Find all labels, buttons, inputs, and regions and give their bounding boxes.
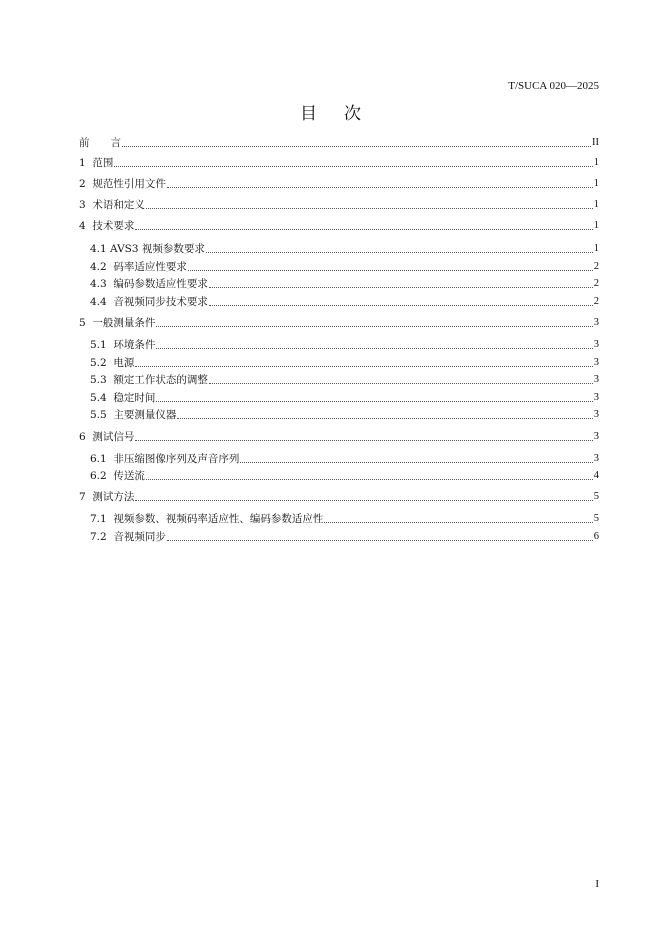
toc-entry-page: 3 [593, 453, 599, 464]
toc-leader-dots [114, 165, 592, 167]
toc-leader-dots [156, 347, 592, 349]
page-number: I [595, 878, 599, 890]
toc-leader-dots [209, 382, 593, 384]
toc-leader-dots [122, 145, 591, 147]
toc-entry-label: 2 规范性引用文件 [79, 178, 166, 190]
toc-entry-label: 7.1 视频参数、视频码率适应性、编码参数适应性 [90, 513, 324, 525]
toc-leader-dots [177, 417, 592, 419]
toc-entry-page: 1 [593, 157, 599, 168]
toc-entry-page: 3 [593, 431, 599, 442]
toc-entry-page: 3 [593, 392, 599, 403]
toc-entry-page: 3 [593, 374, 599, 385]
toc-entry[interactable] [79, 430, 599, 444]
toc-entry-page: 6 [593, 531, 599, 542]
toc-entry-label: 前 言 [79, 137, 121, 149]
toc-leader-dots [156, 325, 592, 327]
toc-entry-page: 1 [593, 220, 599, 231]
toc-entry-page: 3 [593, 339, 599, 350]
toc-entry-label: 6.1 非压缩图像序列及声音序列 [90, 453, 240, 465]
toc-entry-page: 1 [593, 199, 599, 210]
toc-leader-dots [135, 499, 592, 501]
toc-entry-page: 5 [593, 491, 599, 502]
toc-entry-label: 5.1 环境条件 [90, 339, 156, 351]
toc-entry-label: 4.2 码率适应性要求 [90, 261, 187, 273]
toc-entry[interactable] [79, 316, 599, 330]
toc-entry[interactable] [79, 219, 599, 233]
toc-entry[interactable] [90, 356, 599, 370]
toc-leader-dots [167, 539, 593, 541]
toc-entry-page: 2 [593, 296, 599, 307]
toc-leader-dots [209, 304, 593, 306]
toc-entry-page: 2 [593, 278, 599, 289]
toc-entry-label: 5 一般测量条件 [79, 317, 156, 329]
toc-leader-dots [240, 461, 592, 463]
toc-leader-dots [135, 228, 592, 230]
toc-entry-label: 4.1 AVS3 视频参数要求 [90, 243, 205, 255]
toc-entry[interactable] [90, 277, 599, 291]
document-code: T/SUCA 020—2025 [508, 80, 599, 92]
toc-entry[interactable] [90, 373, 599, 387]
toc-entry[interactable] [90, 469, 599, 483]
toc-entry-page: 1 [593, 243, 599, 254]
toc-entry[interactable] [90, 452, 599, 466]
toc-entry-page: 3 [593, 357, 599, 368]
toc-entry-label: 5.2 电源 [90, 357, 135, 369]
toc-leader-dots [324, 521, 592, 523]
toc-entry-page: 5 [593, 513, 599, 524]
toc-entry-label: 4.4 音视频同步技术要求 [90, 296, 208, 308]
toc-entry-label: 6 测试信号 [79, 431, 135, 443]
toc-entry-page: 1 [593, 178, 599, 189]
toc-leader-dots [135, 365, 592, 367]
toc-entry[interactable] [90, 391, 599, 405]
toc-entry-page: II [592, 137, 599, 148]
toc-entry-page: 3 [593, 409, 599, 420]
toc-entry-label: 5.5 主要测量仪器 [90, 409, 177, 421]
toc-entry[interactable] [90, 530, 599, 544]
toc-entry-page: 3 [593, 317, 599, 328]
toc-entry[interactable] [90, 295, 599, 309]
title-part-1: 目 [300, 104, 318, 124]
toc-leader-dots [206, 251, 593, 253]
toc-entry-label: 7 测试方法 [79, 491, 135, 503]
toc-entry[interactable] [79, 156, 599, 170]
toc-entry[interactable] [79, 198, 599, 212]
toc-leader-dots [188, 269, 593, 271]
toc-entry[interactable] [79, 177, 599, 191]
toc-entry-label: 5.4 稳定时间 [90, 392, 156, 404]
toc-entry-label: 5.3 额定工作状态的调整 [90, 374, 208, 386]
toc-entry-label: 4 技术要求 [79, 220, 135, 232]
toc-entry-page: 2 [593, 261, 599, 272]
toc-entry[interactable] [79, 490, 599, 504]
title-part-2: 次 [344, 104, 362, 124]
toc-entry[interactable] [90, 408, 599, 422]
toc-leader-dots [146, 207, 593, 209]
toc-entry-label: 1 范围 [79, 157, 114, 169]
toc-entry[interactable] [90, 242, 599, 256]
toc-entry[interactable] [90, 338, 599, 352]
toc-entry-label: 3 术语和定义 [79, 199, 145, 211]
toc-leader-dots [146, 478, 593, 480]
toc-entry[interactable] [90, 512, 599, 526]
toc-leader-dots [156, 400, 592, 402]
toc-leader-dots [167, 186, 593, 188]
toc-entry-page: 4 [593, 470, 599, 481]
toc-entry-label: 7.2 音视频同步 [90, 531, 166, 543]
toc-entry[interactable] [79, 136, 599, 150]
toc-entry-label: 6.2 传送流 [90, 470, 145, 482]
toc-leader-dots [135, 439, 592, 441]
toc-entry-label: 4.3 编码参数适应性要求 [90, 278, 208, 290]
page-title [0, 99, 662, 124]
toc-leader-dots [209, 286, 593, 288]
toc-entry[interactable] [90, 260, 599, 274]
